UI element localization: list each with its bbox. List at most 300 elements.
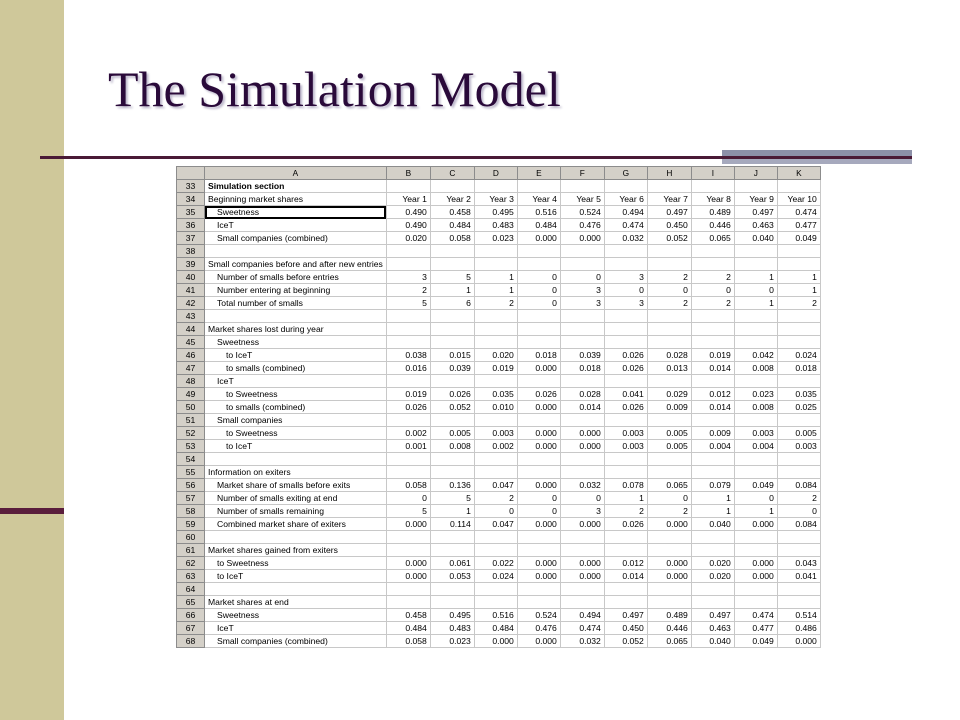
- row-number[interactable]: 67: [177, 622, 205, 635]
- row-number[interactable]: 47: [177, 362, 205, 375]
- value-cell[interactable]: 0.058: [386, 479, 430, 492]
- value-cell[interactable]: 0.013: [647, 362, 691, 375]
- value-cell[interactable]: 0.497: [647, 206, 691, 219]
- value-cell[interactable]: 0.003: [604, 440, 647, 453]
- value-cell[interactable]: [734, 596, 777, 609]
- row-number[interactable]: 55: [177, 466, 205, 479]
- value-cell[interactable]: 5: [430, 492, 474, 505]
- value-cell[interactable]: [734, 336, 777, 349]
- value-cell[interactable]: [777, 544, 820, 557]
- value-cell[interactable]: 0.495: [430, 609, 474, 622]
- value-cell[interactable]: [474, 414, 517, 427]
- value-cell[interactable]: 3: [560, 297, 604, 310]
- value-cell[interactable]: 0.008: [734, 401, 777, 414]
- row-number[interactable]: 37: [177, 232, 205, 245]
- value-cell[interactable]: 0.000: [560, 518, 604, 531]
- value-cell[interactable]: 0.032: [560, 635, 604, 648]
- value-cell[interactable]: 0.023: [734, 388, 777, 401]
- value-cell[interactable]: [777, 245, 820, 258]
- value-cell[interactable]: 0.458: [386, 609, 430, 622]
- value-cell[interactable]: 1: [734, 297, 777, 310]
- value-cell[interactable]: 0.484: [474, 622, 517, 635]
- value-cell[interactable]: [691, 336, 734, 349]
- value-cell[interactable]: 0.026: [604, 349, 647, 362]
- row-number[interactable]: 51: [177, 414, 205, 427]
- value-cell[interactable]: 0.009: [647, 401, 691, 414]
- row-label-cell[interactable]: Small companies (combined): [205, 635, 387, 648]
- row-label-cell[interactable]: Market shares lost during year: [205, 323, 387, 336]
- value-cell[interactable]: 0.490: [386, 219, 430, 232]
- value-cell[interactable]: 0.024: [777, 349, 820, 362]
- value-cell[interactable]: 0.032: [604, 232, 647, 245]
- value-cell[interactable]: 0.029: [647, 388, 691, 401]
- row-number[interactable]: 46: [177, 349, 205, 362]
- value-cell[interactable]: 0.001: [386, 440, 430, 453]
- value-cell[interactable]: [560, 414, 604, 427]
- value-cell[interactable]: [691, 310, 734, 323]
- value-cell[interactable]: [560, 375, 604, 388]
- value-cell[interactable]: 2: [647, 271, 691, 284]
- value-cell[interactable]: [604, 375, 647, 388]
- column-header-c[interactable]: C: [430, 167, 474, 180]
- value-cell[interactable]: [647, 466, 691, 479]
- value-cell[interactable]: [560, 180, 604, 193]
- row-label-cell[interactable]: to IceT: [205, 440, 387, 453]
- row-number[interactable]: 64: [177, 583, 205, 596]
- value-cell[interactable]: 0.061: [430, 557, 474, 570]
- value-cell[interactable]: [386, 453, 430, 466]
- value-cell[interactable]: 0.009: [691, 427, 734, 440]
- value-cell[interactable]: 0.012: [691, 388, 734, 401]
- value-cell[interactable]: 0.004: [734, 440, 777, 453]
- row-number[interactable]: 34: [177, 193, 205, 206]
- value-cell[interactable]: 0.000: [517, 232, 560, 245]
- value-cell[interactable]: 0.495: [474, 206, 517, 219]
- value-cell[interactable]: 0.008: [430, 440, 474, 453]
- value-cell[interactable]: 0.484: [386, 622, 430, 635]
- value-cell[interactable]: 0.000: [517, 635, 560, 648]
- value-cell[interactable]: 0.474: [560, 622, 604, 635]
- value-cell[interactable]: 0.514: [777, 609, 820, 622]
- row-number[interactable]: 65: [177, 596, 205, 609]
- value-cell[interactable]: [604, 466, 647, 479]
- row-number[interactable]: 35: [177, 206, 205, 219]
- column-header-d[interactable]: D: [474, 167, 517, 180]
- value-cell[interactable]: 0.039: [430, 362, 474, 375]
- value-cell[interactable]: 0.026: [604, 401, 647, 414]
- row-number[interactable]: 58: [177, 505, 205, 518]
- value-cell[interactable]: Year 1: [386, 193, 430, 206]
- value-cell[interactable]: 0: [517, 505, 560, 518]
- value-cell[interactable]: 0.000: [734, 570, 777, 583]
- value-cell[interactable]: [647, 531, 691, 544]
- value-cell[interactable]: 0.052: [647, 232, 691, 245]
- column-header-a[interactable]: A: [205, 167, 387, 180]
- value-cell[interactable]: 0.065: [691, 232, 734, 245]
- value-cell[interactable]: [474, 180, 517, 193]
- value-cell[interactable]: 0.026: [604, 362, 647, 375]
- value-cell[interactable]: 0.450: [604, 622, 647, 635]
- value-cell[interactable]: [647, 245, 691, 258]
- value-cell[interactable]: [386, 323, 430, 336]
- value-cell[interactable]: [604, 180, 647, 193]
- value-cell[interactable]: [691, 531, 734, 544]
- value-cell[interactable]: 0.483: [430, 622, 474, 635]
- value-cell[interactable]: 0.049: [734, 635, 777, 648]
- value-cell[interactable]: 0.012: [604, 557, 647, 570]
- value-cell[interactable]: 0.014: [691, 362, 734, 375]
- value-cell[interactable]: 0.028: [560, 388, 604, 401]
- value-cell[interactable]: 0: [777, 505, 820, 518]
- value-cell[interactable]: [386, 258, 430, 271]
- row-label-cell[interactable]: Sweetness: [205, 609, 387, 622]
- value-cell[interactable]: 0.020: [691, 570, 734, 583]
- value-cell[interactable]: 0: [647, 284, 691, 297]
- row-label-cell[interactable]: Small companies (combined): [205, 232, 387, 245]
- column-header-j[interactable]: J: [734, 167, 777, 180]
- value-cell[interactable]: Year 5: [560, 193, 604, 206]
- value-cell[interactable]: 1: [734, 271, 777, 284]
- value-cell[interactable]: 0.497: [604, 609, 647, 622]
- value-cell[interactable]: 0.446: [691, 219, 734, 232]
- value-cell[interactable]: [430, 414, 474, 427]
- value-cell[interactable]: 3: [560, 284, 604, 297]
- value-cell[interactable]: 0.002: [386, 427, 430, 440]
- value-cell[interactable]: 0.000: [474, 635, 517, 648]
- value-cell[interactable]: 5: [386, 505, 430, 518]
- value-cell[interactable]: 0.494: [560, 609, 604, 622]
- value-cell[interactable]: [560, 466, 604, 479]
- value-cell[interactable]: 5: [386, 297, 430, 310]
- value-cell[interactable]: 0.000: [517, 557, 560, 570]
- value-cell[interactable]: 0.476: [560, 219, 604, 232]
- value-cell[interactable]: [386, 531, 430, 544]
- value-cell[interactable]: 0.041: [777, 570, 820, 583]
- value-cell[interactable]: 0.000: [560, 440, 604, 453]
- value-cell[interactable]: 0.008: [734, 362, 777, 375]
- value-cell[interactable]: 0: [517, 284, 560, 297]
- row-label-cell[interactable]: [205, 245, 387, 258]
- row-number[interactable]: 60: [177, 531, 205, 544]
- row-number[interactable]: 41: [177, 284, 205, 297]
- value-cell[interactable]: 0.463: [691, 622, 734, 635]
- value-cell[interactable]: 0.516: [517, 206, 560, 219]
- value-cell[interactable]: 0.065: [647, 479, 691, 492]
- row-label-cell[interactable]: to Sweetness: [205, 427, 387, 440]
- value-cell[interactable]: [474, 310, 517, 323]
- value-cell[interactable]: [734, 453, 777, 466]
- value-cell[interactable]: 0.000: [517, 427, 560, 440]
- value-cell[interactable]: [777, 583, 820, 596]
- value-cell[interactable]: [560, 583, 604, 596]
- value-cell[interactable]: 0: [560, 492, 604, 505]
- value-cell[interactable]: 6: [430, 297, 474, 310]
- value-cell[interactable]: [474, 258, 517, 271]
- column-header-e[interactable]: E: [517, 167, 560, 180]
- row-label-cell[interactable]: to Sweetness: [205, 557, 387, 570]
- value-cell[interactable]: [647, 414, 691, 427]
- value-cell[interactable]: 0: [734, 284, 777, 297]
- value-cell[interactable]: 0: [734, 492, 777, 505]
- value-cell[interactable]: 0.052: [604, 635, 647, 648]
- value-cell[interactable]: 0.040: [691, 518, 734, 531]
- value-cell[interactable]: [604, 596, 647, 609]
- value-cell[interactable]: 0.484: [430, 219, 474, 232]
- value-cell[interactable]: 0: [517, 297, 560, 310]
- value-cell[interactable]: 0.490: [386, 206, 430, 219]
- value-cell[interactable]: 3: [604, 297, 647, 310]
- value-cell[interactable]: 0.494: [604, 206, 647, 219]
- value-cell[interactable]: 0.005: [430, 427, 474, 440]
- value-cell[interactable]: 0.000: [517, 401, 560, 414]
- row-number[interactable]: 49: [177, 388, 205, 401]
- value-cell[interactable]: [734, 245, 777, 258]
- value-cell[interactable]: 0.005: [777, 427, 820, 440]
- value-cell[interactable]: [386, 336, 430, 349]
- value-cell[interactable]: 0.497: [734, 206, 777, 219]
- row-label-cell[interactable]: to smalls (combined): [205, 362, 387, 375]
- value-cell[interactable]: 0.053: [430, 570, 474, 583]
- row-label-cell[interactable]: IceT: [205, 622, 387, 635]
- value-cell[interactable]: 0.016: [386, 362, 430, 375]
- value-cell[interactable]: 0.058: [386, 635, 430, 648]
- value-cell[interactable]: 0.005: [647, 440, 691, 453]
- value-cell[interactable]: 0.026: [430, 388, 474, 401]
- value-cell[interactable]: 0.000: [517, 479, 560, 492]
- value-cell[interactable]: 0.047: [474, 479, 517, 492]
- value-cell[interactable]: [691, 245, 734, 258]
- value-cell[interactable]: 0.015: [430, 349, 474, 362]
- row-label-cell[interactable]: Number of smalls exiting at end: [205, 492, 387, 505]
- value-cell[interactable]: 0.474: [734, 609, 777, 622]
- value-cell[interactable]: 2: [386, 284, 430, 297]
- value-cell[interactable]: Year 10: [777, 193, 820, 206]
- value-cell[interactable]: [777, 310, 820, 323]
- value-cell[interactable]: [430, 323, 474, 336]
- column-header-b[interactable]: B: [386, 167, 430, 180]
- value-cell[interactable]: [517, 531, 560, 544]
- value-cell[interactable]: 0.477: [734, 622, 777, 635]
- value-cell[interactable]: 0.028: [647, 349, 691, 362]
- value-cell[interactable]: 5: [430, 271, 474, 284]
- row-label-cell[interactable]: IceT: [205, 219, 387, 232]
- row-label-cell[interactable]: Combined market share of exiters: [205, 518, 387, 531]
- value-cell[interactable]: 0.486: [777, 622, 820, 635]
- value-cell[interactable]: [604, 336, 647, 349]
- value-cell[interactable]: 0.000: [647, 518, 691, 531]
- value-cell[interactable]: [604, 258, 647, 271]
- value-cell[interactable]: [517, 596, 560, 609]
- column-header-g[interactable]: G: [604, 167, 647, 180]
- value-cell[interactable]: [517, 583, 560, 596]
- value-cell[interactable]: 0.018: [777, 362, 820, 375]
- value-cell[interactable]: [560, 310, 604, 323]
- value-cell[interactable]: [604, 245, 647, 258]
- value-cell[interactable]: [647, 310, 691, 323]
- value-cell[interactable]: 0.474: [777, 206, 820, 219]
- value-cell[interactable]: [647, 453, 691, 466]
- row-label-cell[interactable]: Total number of smalls: [205, 297, 387, 310]
- value-cell[interactable]: [560, 245, 604, 258]
- value-cell[interactable]: 0: [517, 492, 560, 505]
- value-cell[interactable]: [604, 531, 647, 544]
- row-number[interactable]: 68: [177, 635, 205, 648]
- value-cell[interactable]: 2: [691, 271, 734, 284]
- value-cell[interactable]: 0.000: [517, 518, 560, 531]
- row-number[interactable]: 50: [177, 401, 205, 414]
- value-cell[interactable]: 1: [604, 492, 647, 505]
- value-cell[interactable]: [691, 323, 734, 336]
- value-cell[interactable]: [386, 544, 430, 557]
- value-cell[interactable]: 0.489: [691, 206, 734, 219]
- value-cell[interactable]: [430, 375, 474, 388]
- row-number[interactable]: 36: [177, 219, 205, 232]
- value-cell[interactable]: 2: [647, 505, 691, 518]
- value-cell[interactable]: 0.476: [517, 622, 560, 635]
- value-cell[interactable]: [430, 466, 474, 479]
- row-label-cell[interactable]: [205, 310, 387, 323]
- row-label-cell[interactable]: Small companies before and after new entries: [205, 258, 387, 271]
- value-cell[interactable]: [430, 531, 474, 544]
- value-cell[interactable]: 0.018: [560, 362, 604, 375]
- value-cell[interactable]: [647, 596, 691, 609]
- value-cell[interactable]: [734, 180, 777, 193]
- value-cell[interactable]: [517, 453, 560, 466]
- value-cell[interactable]: [777, 180, 820, 193]
- value-cell[interactable]: [560, 453, 604, 466]
- value-cell[interactable]: [474, 453, 517, 466]
- value-cell[interactable]: [734, 531, 777, 544]
- value-cell[interactable]: 0.040: [734, 232, 777, 245]
- row-label-cell[interactable]: [205, 531, 387, 544]
- row-label-cell[interactable]: Number entering at beginning: [205, 284, 387, 297]
- value-cell[interactable]: 0.000: [386, 570, 430, 583]
- value-cell[interactable]: 0.483: [474, 219, 517, 232]
- column-header-i[interactable]: I: [691, 167, 734, 180]
- value-cell[interactable]: 0.000: [560, 232, 604, 245]
- value-cell[interactable]: 2: [777, 492, 820, 505]
- value-cell[interactable]: [734, 258, 777, 271]
- value-cell[interactable]: 3: [604, 271, 647, 284]
- value-cell[interactable]: 0.489: [647, 609, 691, 622]
- value-cell[interactable]: 0.000: [517, 440, 560, 453]
- value-cell[interactable]: [517, 310, 560, 323]
- value-cell[interactable]: 2: [474, 492, 517, 505]
- value-cell[interactable]: [430, 544, 474, 557]
- value-cell[interactable]: [517, 258, 560, 271]
- value-cell[interactable]: 0.000: [734, 557, 777, 570]
- row-label-cell[interactable]: Number of smalls remaining: [205, 505, 387, 518]
- value-cell[interactable]: [517, 414, 560, 427]
- value-cell[interactable]: 0.000: [386, 557, 430, 570]
- value-cell[interactable]: 0.524: [560, 206, 604, 219]
- value-cell[interactable]: 0: [386, 492, 430, 505]
- value-cell[interactable]: 0: [691, 284, 734, 297]
- value-cell[interactable]: 0.114: [430, 518, 474, 531]
- value-cell[interactable]: [691, 375, 734, 388]
- value-cell[interactable]: [386, 245, 430, 258]
- value-cell[interactable]: 2: [604, 505, 647, 518]
- value-cell[interactable]: 0.026: [517, 388, 560, 401]
- value-cell[interactable]: [647, 583, 691, 596]
- value-cell[interactable]: 0.003: [777, 440, 820, 453]
- row-label-cell[interactable]: Sweetness: [205, 206, 387, 219]
- value-cell[interactable]: [430, 336, 474, 349]
- value-cell[interactable]: [474, 544, 517, 557]
- row-number[interactable]: 42: [177, 297, 205, 310]
- value-cell[interactable]: 0.026: [604, 518, 647, 531]
- value-cell[interactable]: 0.000: [517, 570, 560, 583]
- value-cell[interactable]: 0.052: [430, 401, 474, 414]
- value-cell[interactable]: 0.042: [734, 349, 777, 362]
- value-cell[interactable]: 0.078: [604, 479, 647, 492]
- value-cell[interactable]: [386, 583, 430, 596]
- value-cell[interactable]: 0.024: [474, 570, 517, 583]
- row-number[interactable]: 48: [177, 375, 205, 388]
- value-cell[interactable]: 3: [560, 505, 604, 518]
- value-cell[interactable]: [777, 258, 820, 271]
- row-number[interactable]: 43: [177, 310, 205, 323]
- value-cell[interactable]: [777, 596, 820, 609]
- value-cell[interactable]: [777, 466, 820, 479]
- value-cell[interactable]: [386, 310, 430, 323]
- value-cell[interactable]: [386, 180, 430, 193]
- value-cell[interactable]: 0.023: [474, 232, 517, 245]
- value-cell[interactable]: 0.003: [734, 427, 777, 440]
- value-cell[interactable]: 0.004: [691, 440, 734, 453]
- column-header-f[interactable]: F: [560, 167, 604, 180]
- value-cell[interactable]: [777, 375, 820, 388]
- value-cell[interactable]: 1: [474, 271, 517, 284]
- value-cell[interactable]: 0.000: [734, 518, 777, 531]
- value-cell[interactable]: [734, 310, 777, 323]
- value-cell[interactable]: [560, 258, 604, 271]
- value-cell[interactable]: 0.000: [517, 362, 560, 375]
- row-label-cell[interactable]: to IceT: [205, 570, 387, 583]
- value-cell[interactable]: 0.035: [777, 388, 820, 401]
- value-cell[interactable]: [517, 375, 560, 388]
- value-cell[interactable]: 2: [647, 297, 691, 310]
- value-cell[interactable]: 0.079: [691, 479, 734, 492]
- value-cell[interactable]: 1: [430, 284, 474, 297]
- value-cell[interactable]: [691, 583, 734, 596]
- row-label-cell[interactable]: IceT: [205, 375, 387, 388]
- value-cell[interactable]: [604, 583, 647, 596]
- row-number[interactable]: 52: [177, 427, 205, 440]
- value-cell[interactable]: [430, 245, 474, 258]
- value-cell[interactable]: 2: [777, 297, 820, 310]
- value-cell[interactable]: [517, 323, 560, 336]
- value-cell[interactable]: 0.019: [386, 388, 430, 401]
- value-cell[interactable]: [430, 583, 474, 596]
- row-number[interactable]: 59: [177, 518, 205, 531]
- value-cell[interactable]: 0.524: [517, 609, 560, 622]
- value-cell[interactable]: 0: [647, 492, 691, 505]
- value-cell[interactable]: 0.000: [647, 557, 691, 570]
- value-cell[interactable]: [691, 180, 734, 193]
- value-cell[interactable]: 0.018: [517, 349, 560, 362]
- value-cell[interactable]: 0.032: [560, 479, 604, 492]
- value-cell[interactable]: 0.000: [386, 518, 430, 531]
- row-label-cell[interactable]: [205, 583, 387, 596]
- value-cell[interactable]: 0: [474, 505, 517, 518]
- row-number[interactable]: 45: [177, 336, 205, 349]
- value-cell[interactable]: [691, 466, 734, 479]
- value-cell[interactable]: [517, 245, 560, 258]
- value-cell[interactable]: 0.000: [560, 570, 604, 583]
- value-cell[interactable]: 0.477: [777, 219, 820, 232]
- row-label-cell[interactable]: Number of smalls before entries: [205, 271, 387, 284]
